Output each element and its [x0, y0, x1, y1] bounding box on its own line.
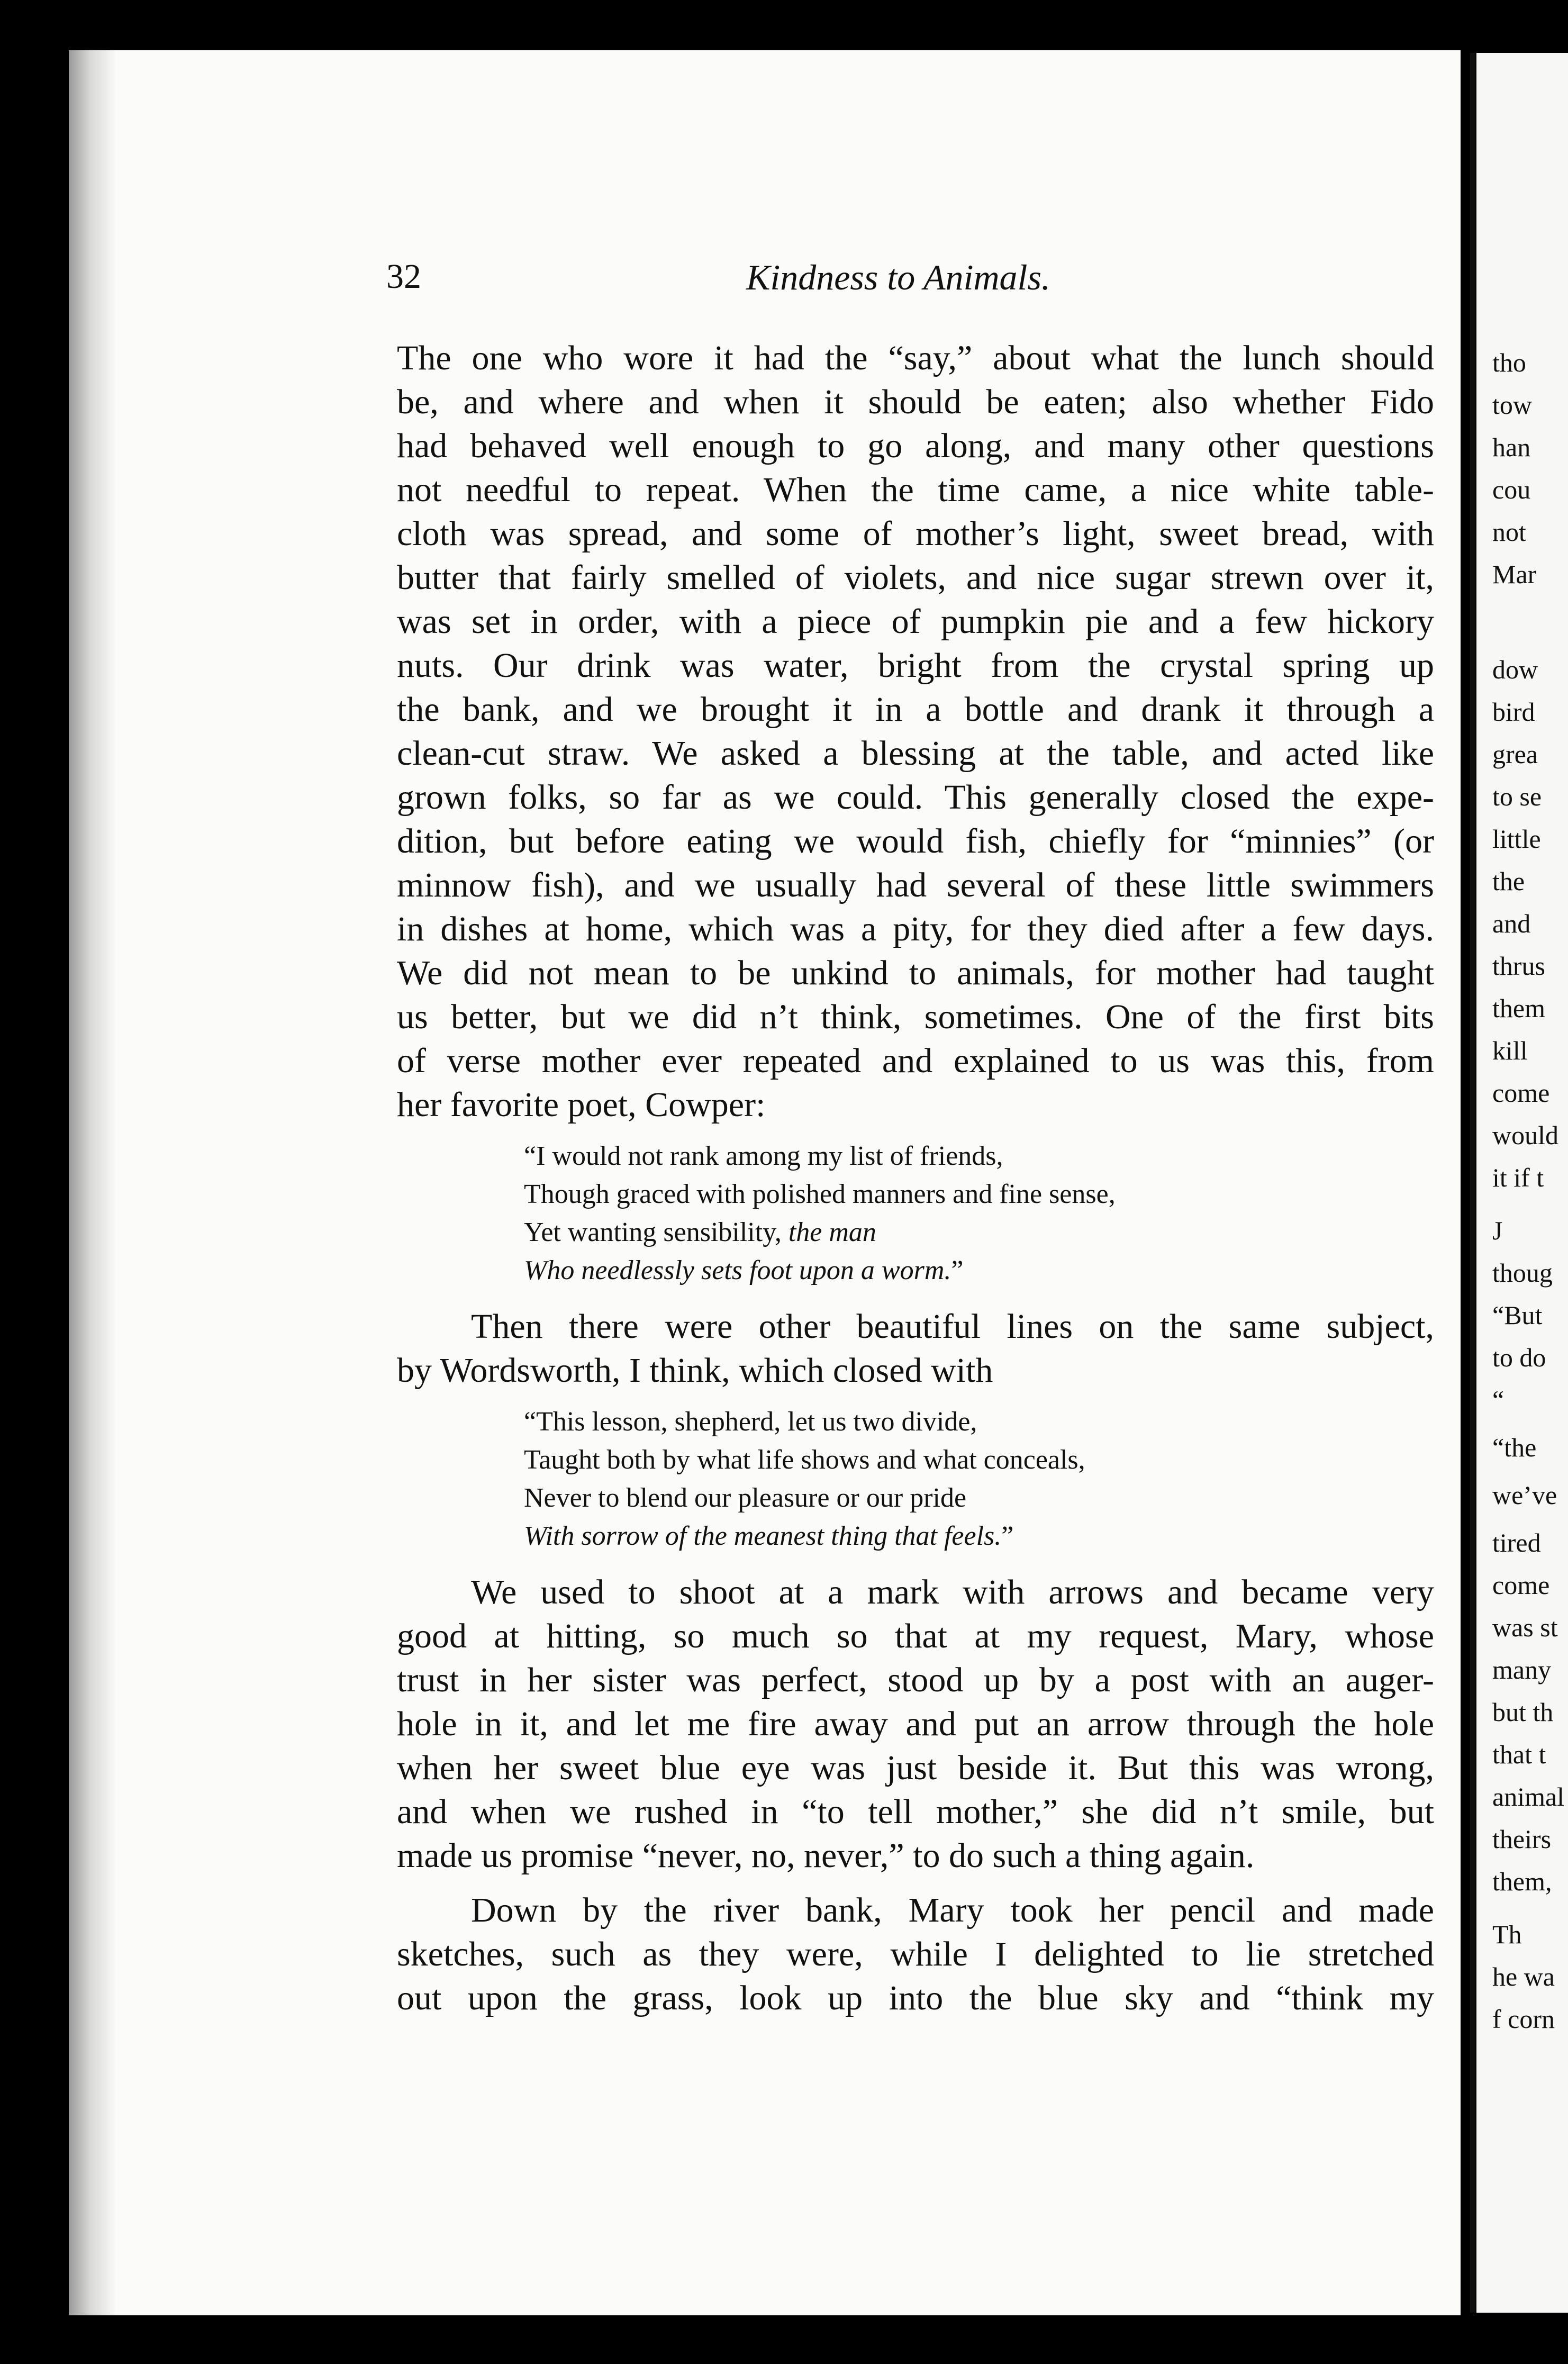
text-line: and when we rushed in “to tell mother,” she did n’t smile, but: [397, 1792, 1434, 1831]
text-line: minnow fish), and we usually had several of these little swimmers: [397, 866, 1434, 904]
facing-page-fragment: [1476, 53, 1568, 2313]
verse-line: [524, 1252, 1434, 1290]
facing-page-line: han: [1492, 432, 1531, 462]
running-title: Kindness to Animals.: [746, 257, 1050, 297]
text-line: when her sweet blue eye was just beside it. But this was wrong,: [397, 1749, 1434, 1787]
page-gutter-shadow: [69, 50, 116, 2315]
text-line: made us promise “never, no, never,” to do such a thing again.: [397, 1836, 1255, 1875]
text-line: the bank, and we brought it in a bottle and drank it through a: [397, 690, 1434, 729]
verse-cowper: [397, 1137, 1434, 1290]
paragraph-3: [397, 1570, 1434, 1878]
text-line: We did not mean to be unkind to animals, for mother had taught: [397, 954, 1434, 992]
closing-quote: ”: [1001, 1521, 1014, 1551]
facing-page-line: Th: [1492, 1919, 1522, 1949]
facing-page-line: “the: [1492, 1433, 1537, 1462]
text-line: sketches, such as they were, while I delighted to lie stretched: [397, 1935, 1434, 1973]
text-line: clean-cut straw. We asked a blessing at the table, and acted like: [397, 734, 1434, 773]
verse-line: Taught both by what life shows and what conceals,: [524, 1445, 1085, 1475]
facing-page-line: thrus: [1492, 951, 1545, 981]
verse-line-part: Who needlessly sets foot upon a worm.: [524, 1255, 951, 1285]
verse-line: Though graced with polished manners and fine sense,: [524, 1179, 1116, 1209]
facing-page-line: he wa: [1492, 1962, 1555, 1991]
text-line: out upon the grass, look up into the blue sky and “think my: [397, 1979, 1434, 2017]
facing-page-line: tow: [1492, 390, 1532, 420]
facing-page-line: grea: [1492, 739, 1538, 769]
facing-page-line: cou: [1492, 475, 1531, 504]
text-line: butter that fairly smelled of violets, and nice sugar strewn over it,: [397, 558, 1434, 597]
text-line: by Wordsworth, I think, which closed with: [397, 1351, 993, 1390]
facing-page-line: f corn: [1492, 2004, 1555, 2034]
closing-quote: ”: [951, 1255, 964, 1285]
facing-page-line: come: [1492, 1078, 1550, 1108]
text-line: grown folks, so far as we could. This generally closed the expe-: [397, 778, 1434, 817]
verse-line-part: Yet wanting sensibility,: [524, 1217, 782, 1247]
facing-page-line: to se: [1492, 782, 1542, 811]
facing-page-line: J: [1492, 1216, 1503, 1245]
text-line: cloth was spread, and some of mother’s light, sweet bread, with: [397, 514, 1434, 553]
text-line: dition, but before eating we would fish, chiefly for “minnies” (or: [397, 822, 1434, 861]
text-line: trust in her sister was perfect, stood up by a post with an auger-: [397, 1661, 1434, 1699]
text-line: us better, but we did n’t think, sometimes. One of the first bits: [397, 998, 1434, 1036]
facing-page-line: would: [1492, 1120, 1558, 1150]
verse-line-part: With sorrow of the meanest thing that feels.: [524, 1521, 1002, 1551]
facing-page-line: to do: [1492, 1343, 1546, 1372]
text-line: her favorite poet, Cowper:: [397, 1085, 766, 1124]
facing-page-line: bird: [1492, 697, 1535, 727]
text-line: be, and where and when it should be eaten; also whether Fido: [397, 383, 1434, 421]
book-binding: [1470, 53, 1475, 2313]
verse-wordsworth: [397, 1403, 1434, 1555]
facing-page-line: them: [1492, 993, 1545, 1023]
text-line: had behaved well enough to go along, and many other questions: [397, 427, 1434, 465]
paragraph-4: [397, 1888, 1434, 2020]
text-line: Then there were other beautiful lines on the same subject,: [471, 1307, 1434, 1346]
verse-line-part: the man: [788, 1217, 876, 1247]
page-body: [397, 336, 1434, 2020]
facing-page-line: theirs: [1492, 1824, 1552, 1854]
text-line: was set in order, with a piece of pumpkin pie and a few hickory: [397, 602, 1434, 641]
verse-line: [524, 1213, 1434, 1252]
text-line: hole in it, and let me fire away and put an arrow through the hole: [397, 1705, 1434, 1743]
paragraph-1: [397, 336, 1434, 1127]
text-line: not needful to repeat. When the time came, a nice white table-: [397, 470, 1434, 509]
facing-page-line: tho: [1492, 348, 1526, 377]
facing-page-line: them,: [1492, 1867, 1552, 1896]
facing-page-line: “But: [1492, 1300, 1543, 1330]
book-page: [69, 50, 1461, 2315]
verse-line: “This lesson, shepherd, let us two divide,: [524, 1407, 977, 1437]
text-line: good at hitting, so much so that at my request, Mary, whose: [397, 1617, 1434, 1655]
text-line: Down by the river bank, Mary took her pencil and made: [471, 1891, 1434, 1930]
facing-page-line: it if t: [1492, 1163, 1544, 1192]
facing-page-line: come: [1492, 1570, 1550, 1600]
verse-line: [524, 1517, 1434, 1555]
facing-page-line: many: [1492, 1655, 1552, 1684]
text-line: nuts. Our drink was water, bright from the crystal spring up: [397, 646, 1434, 685]
page-number: 32: [386, 257, 421, 296]
facing-page-line: “: [1492, 1385, 1504, 1415]
verse-line: “I would not rank among my list of friends,: [524, 1141, 1003, 1171]
facing-page-line: animal: [1492, 1782, 1565, 1812]
facing-page-line: thoug: [1492, 1258, 1553, 1288]
text-line: in dishes at home, which was a pity, for they died after a few days.: [397, 910, 1434, 948]
text-line: The one who wore it had the “say,” about what the lunch should: [397, 339, 1434, 377]
facing-page-line: dow: [1492, 655, 1538, 684]
facing-page-line: kill: [1492, 1036, 1528, 1065]
facing-page-line: was st: [1492, 1613, 1558, 1642]
facing-page-line: we’ve: [1492, 1480, 1557, 1510]
facing-page-line: tired: [1492, 1528, 1541, 1557]
verse-line: Never to blend our pleasure or our pride: [524, 1483, 967, 1513]
facing-page-line: little: [1492, 824, 1541, 854]
page-header: [69, 257, 1461, 310]
paragraph-2: [397, 1305, 1434, 1392]
text-line: of verse mother ever repeated and explained to us was this, from: [397, 1041, 1434, 1080]
facing-page-line: but th: [1492, 1697, 1554, 1727]
facing-page-line: the: [1492, 866, 1525, 896]
facing-page-line: Mar: [1492, 559, 1537, 589]
facing-page-line: not: [1492, 517, 1526, 547]
text-line: We used to shoot at a mark with arrows and became very: [471, 1573, 1434, 1611]
facing-page-line: that t: [1492, 1740, 1546, 1769]
facing-page-line: and: [1492, 909, 1531, 938]
